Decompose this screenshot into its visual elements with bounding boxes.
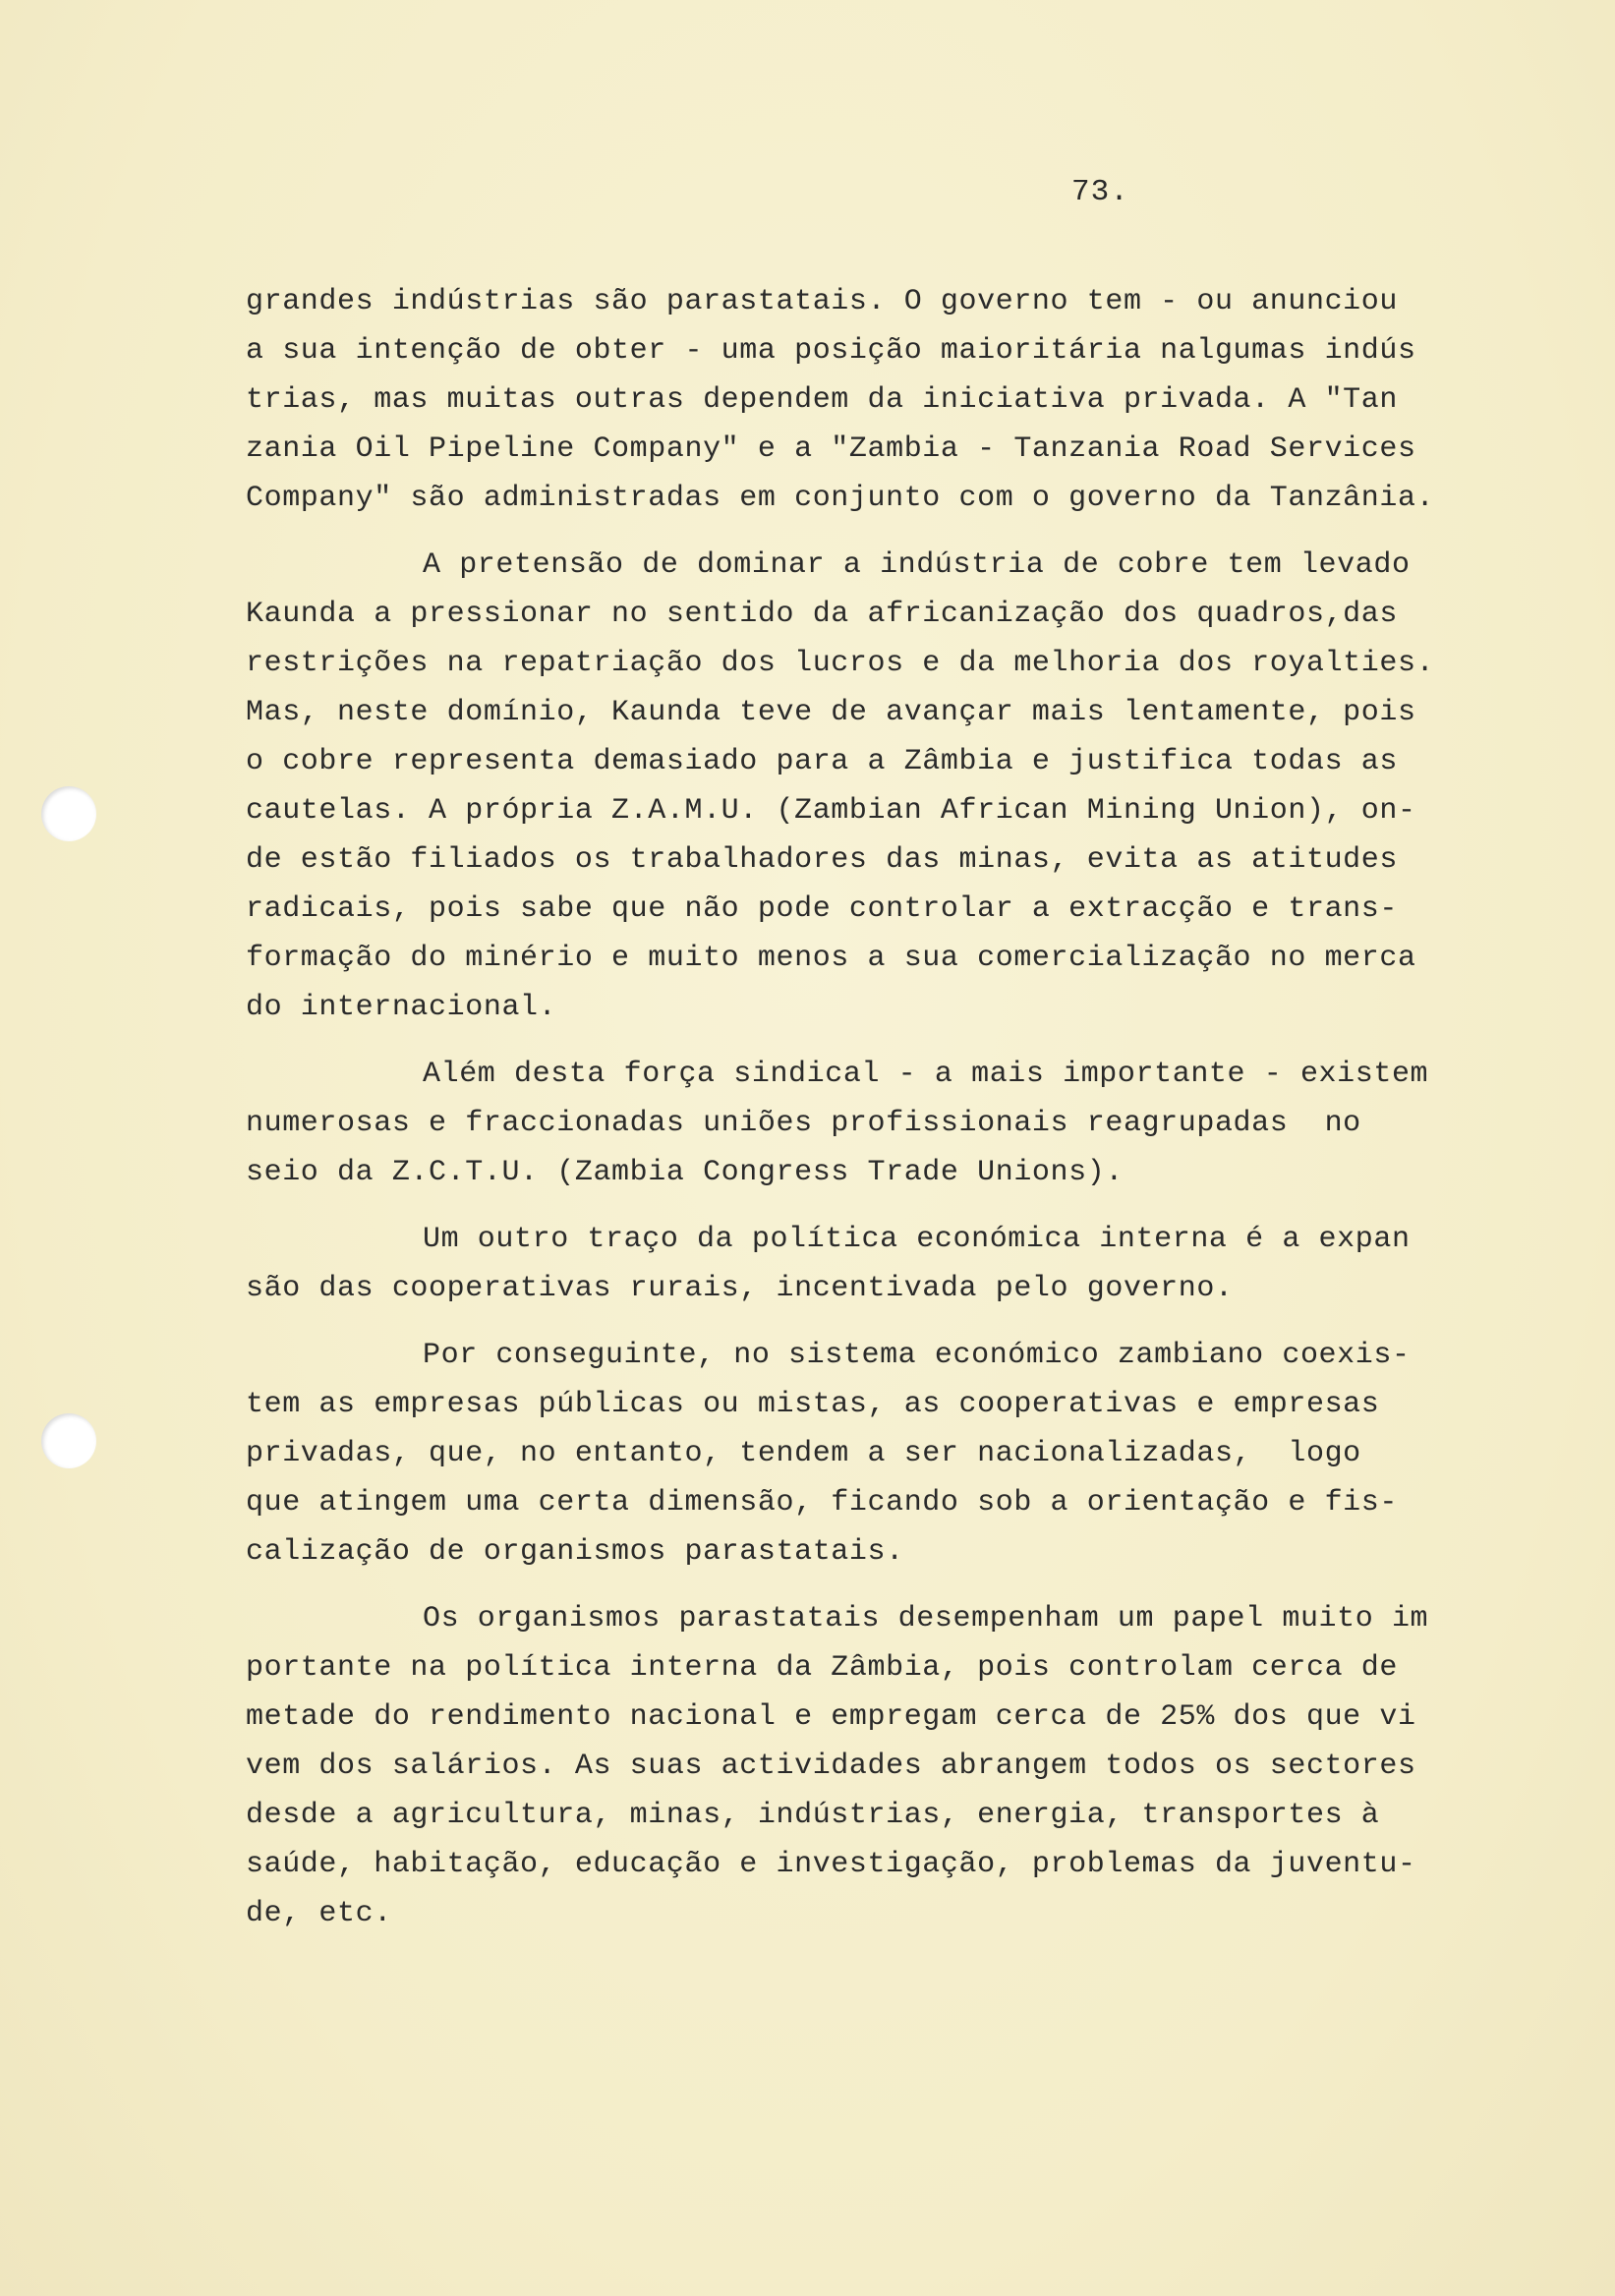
body-text [246,277,1524,1956]
paragraph-4 [246,1215,1524,1313]
text-line: numerosas e fraccionadas uniões profissionais reagrupadas no [246,1107,1361,1140]
text-line: desde a agricultura, minas, indústrias, energia, transportes à [246,1799,1380,1832]
text-line: do internacional. [246,991,557,1024]
text-line: Além desta força sindical - a mais importante - existem [423,1058,1429,1091]
text-line: de, etc. [246,1897,392,1930]
paragraph-6 [246,1594,1524,1938]
text-line: Company" são administradas em conjunto com o governo da Tanzânia. [246,482,1435,515]
text-line: a sua intenção de obter - uma posição maioritária nalgumas indús [246,334,1416,368]
text-line: Os organismos parastatais desempenham um papel muito im [423,1602,1429,1636]
text-line: Kaunda a pressionar no sentido da africanização dos quadros,das [246,598,1398,631]
text-line: portante na política interna da Zâmbia, pois controlam cerca de [246,1651,1398,1685]
text-line: zania Oil Pipeline Company" e a "Zambia - Tanzania Road Services [246,432,1416,466]
text-line: Mas, neste domínio, Kaunda teve de avançar mais lentamente, pois [246,696,1416,729]
text-line: restrições na repatriação dos lucros e da melhoria dos royalties. [246,647,1435,680]
text-line: cautelas. A própria Z.A.M.U. (Zambian African Mining Union), on- [246,794,1416,828]
text-line: saúde, habitação, educação e investigação, problemas da juventu- [246,1848,1416,1881]
text-line: vem dos salários. As suas actividades abrangem todos os sectores [246,1750,1416,1783]
text-line: tem as empresas públicas ou mistas, as cooperativas e empresas [246,1388,1380,1421]
text-line: formação do minério e muito menos a sua comercialização no merca [246,942,1416,975]
paragraph-3 [246,1050,1524,1197]
punch-hole-upper [41,786,96,841]
text-line: trias, mas muitas outras dependem da iniciativa privada. A "Tan [246,383,1398,417]
text-line: calização de organismos parastatais. [246,1535,904,1569]
page-number: 73. [1071,175,1129,209]
punch-hole-lower [41,1413,96,1468]
text-line: privadas, que, no entanto, tendem a ser nacionalizadas, logo [246,1437,1361,1470]
text-line: seio da Z.C.T.U. (Zambia Congress Trade Unions). [246,1156,1124,1189]
text-line: Um outro traço da política económica interna é a expan [423,1223,1411,1256]
text-line: de estão filiados os trabalhadores das minas, evita as atitudes [246,843,1398,877]
text-line: que atingem uma certa dimensão, ficando sob a orientação e fis- [246,1486,1398,1520]
text-line: o cobre representa demasiado para a Zâmbia e justifica todas as [246,745,1398,778]
text-line: radicais, pois sabe que não pode controlar a extracção e trans- [246,892,1398,926]
text-line: A pretensão de dominar a indústria de cobre tem levado [423,548,1411,582]
text-line: são das cooperativas rurais, incentivada pelo governo. [246,1272,1234,1305]
text-line: metade do rendimento nacional e empregam cerca de 25% dos que vi [246,1700,1416,1734]
paragraph-2 [246,541,1524,1032]
text-line: Por conseguinte, no sistema económico zambiano coexis- [423,1339,1411,1372]
text-line: grandes indústrias são parastatais. O governo tem - ou anunciou [246,285,1398,318]
paragraph-1 [246,277,1524,523]
paragraph-5 [246,1331,1524,1577]
